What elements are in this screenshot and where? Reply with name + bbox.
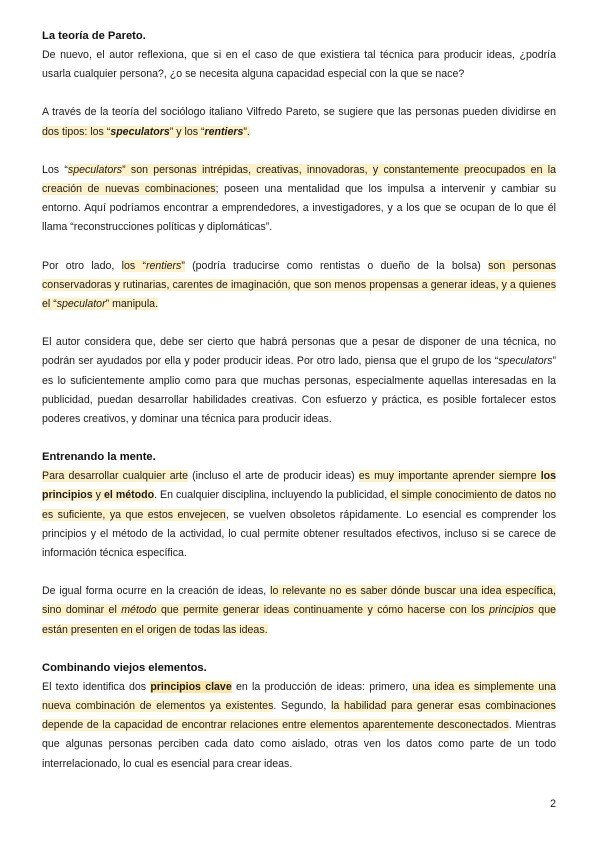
- section-title-mente: Entrenando la mente.: [42, 451, 156, 464]
- paragraph: El texto identifica dos principios clave en la producción de ideas: primero, una idea es simplemente una nueva combinación de elementos ya existentes. Segundo, la habilidad para generar esas combinaciones depende de la capacidad de encontrar relaciones entre elementos aparentemente desconectados. Mientras que algunas personas perciben cada dato como aislado, otras ven los datos como parte de un todo interrelacionado, lo cual es esencial para crear ideas.: [42, 680, 556, 770]
- paragraph: Los “speculators” son personas intrépidas, creativas, innovadoras, y constantemente preocupados en la creación de nuevas combinaciones; poseen una mentalidad que los impulsa a intervenir y cambiar su entorno. Aquí podríamos encontrar a emprendedores, a investigadores, y a los que se ocupan de lo que él llama “reconstrucciones políticas y diplomáticas”.: [42, 163, 556, 234]
- paragraph: De nuevo, el autor reflexiona, que si en el caso de que existiera tal técnica para producir ideas, ¿podría usarla cualquier persona?, ¿o se necesita alguna capacidad especial con la que se nace?: [42, 49, 556, 81]
- paragraph: Por otro lado, los “rentiers” (podría traducirse como rentistas o dueño de la bolsa) son personas conservadoras y rutinarias, carentes de imaginación, que son menos propensas a generar ideas, y a quienes el “speculator” manipula.: [42, 259, 557, 311]
- paragraph: De igual forma ocurre en la creación de ideas, lo relevante no es saber dónde buscar una idea específica, sino dominar el método que permite generar ideas continuamente y cómo hacerse con los principios que están presenten en el origen de todas las ideas.: [42, 585, 556, 636]
- section-title-combinando: Combinando viejos elementos.: [42, 661, 207, 674]
- paragraph: El autor considera que, debe ser cierto que habrá personas que a pesar de disponer de una técnica, no podrán ser ayudados por ella y poder producir ideas. Por otro lado, piensa que el grupo de los “speculators” es lo suficientemente amplio como para que muchas personas, especialmente aquellas interesadas en la publicidad, puedan desarrollar habilidades creativas. Con esfuerzo y práctica, es posible fortalecer estos poderes creativos, y dominar una técnica para producir ideas.: [42, 336, 556, 426]
- document-page: [42, 27, 556, 774]
- paragraph: Para desarrollar cualquier arte (incluso el arte de producir ideas) es muy importante aprender siempre los principios y el método. En cualquier disciplina, incluyendo la publicidad, el simple conocimiento de datos no es suficiente, ya que estos envejecen, se vuelven obsoletos rápidamente. Lo esencial es comprender los principios y el método de la actividad, lo cual permite obtener resultados efectivos, incluso si se carece de información técnica específica.: [42, 470, 557, 560]
- paragraph: A través de la teoría del sociólogo italiano Vilfredo Pareto, se sugiere que las personas pueden dividirse en dos tipos: los “speculators” y los “rentiers”.: [42, 106, 556, 138]
- section-title-pareto: La teoría de Pareto.: [42, 30, 146, 42]
- page-number: 2: [550, 798, 556, 810]
